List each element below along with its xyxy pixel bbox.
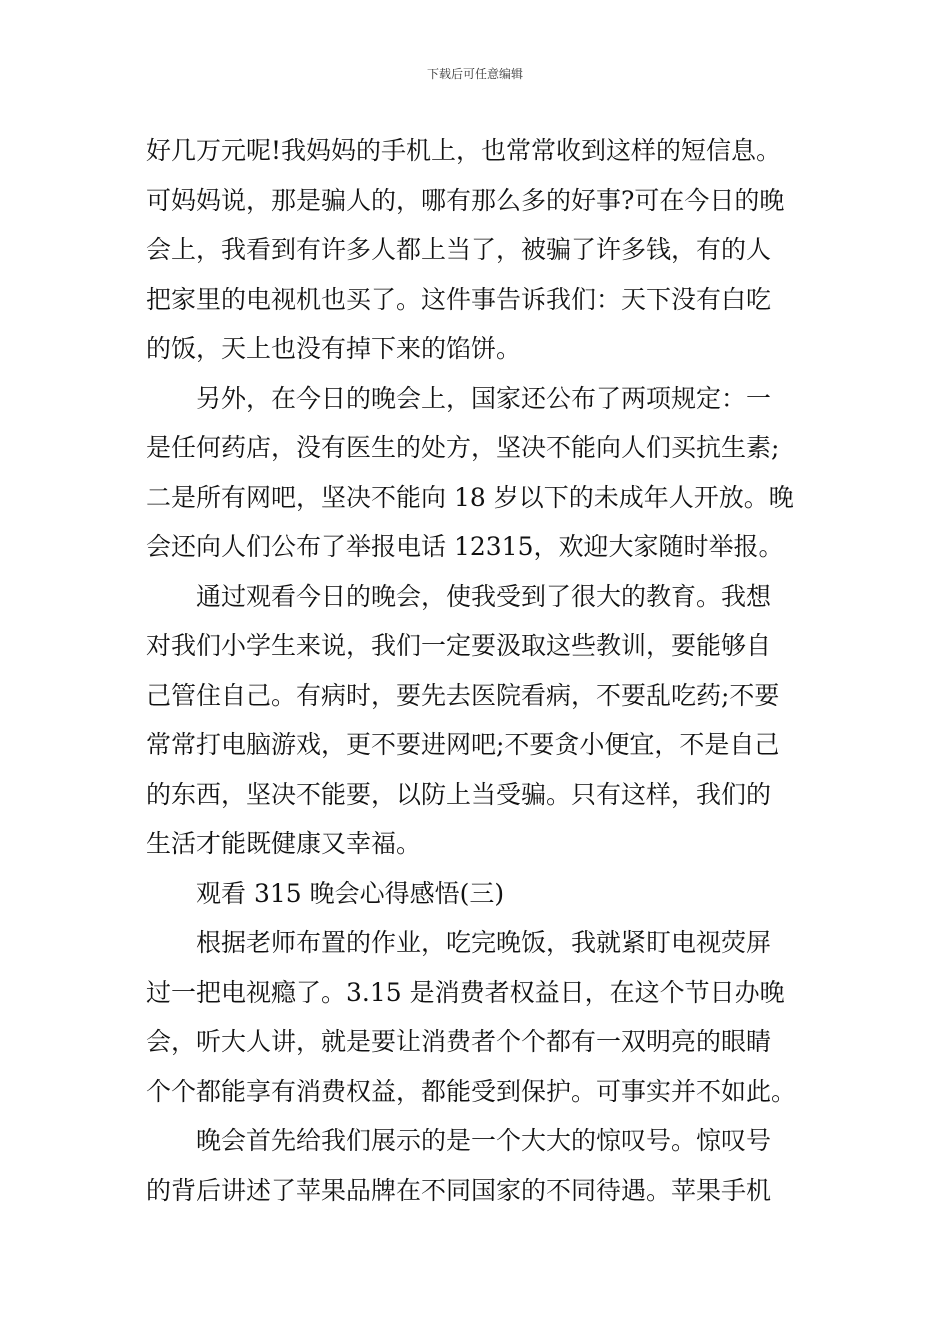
- text-line: 的背后讲述了苹果品牌在不同国家的不同待遇。苹果手机: [146, 1175, 772, 1205]
- page-header: 下载后可任意编辑: [426, 67, 523, 81]
- text-line: 好几万元呢!我妈妈的手机上，也常常收到这样的短信息。: [146, 136, 782, 165]
- text-line: 过一把电视瘾了。3.15 是消费者权益日，在这个节日办晚: [146, 977, 785, 1007]
- text-line: 己管住自己。有病时，要先去医院看病，不要乱吃药;不要: [146, 680, 780, 710]
- text-line: 生活才能既健康又幸福。: [146, 829, 422, 858]
- paragraph-start-line: 晚会首先给我们展示的是一个大大的惊叹号。惊叹号: [196, 1126, 772, 1155]
- document-body: [146, 126, 818, 1215]
- section-heading: 观看 315 晚会心得感悟(三): [196, 878, 505, 908]
- text-line: 可妈妈说，那是骗人的，哪有那么多的好事?可在今日的晚: [146, 185, 785, 215]
- text-line: 二是所有网吧，坚决不能向 18 岁以下的未成年人开放。晚: [146, 482, 794, 512]
- text-line: 个个都能享有消费权益，都能受到保护。可事实并不如此。: [146, 1076, 797, 1106]
- text-line: 会，听大人讲，就是要让消费者个个都有一双明亮的眼睛: [146, 1027, 772, 1056]
- text-line: 的东西，坚决不能要，以防上当受骗。只有这样，我们的: [146, 779, 772, 809]
- text-line: 常常打电脑游戏，更不要进网吧;不要贪小便宜，不是自己: [146, 730, 780, 759]
- paragraph-start-line: 根据老师布置的作业，吃完晚饭，我就紧盯电视荧屏: [196, 928, 772, 957]
- paragraph-start-line: 通过观看今日的晚会，使我受到了很大的教育。我想: [196, 581, 772, 611]
- text-line: 会还向人们公布了举报电话 12315，欢迎大家随时举报。: [146, 532, 784, 561]
- text-line: 把家里的电视机也买了。这件事告诉我们：天下没有白吃: [146, 284, 772, 314]
- text-line: 会上，我看到有许多人都上当了，被骗了许多钱，有的人: [146, 235, 772, 264]
- text-line: 对我们小学生来说，我们一定要汲取这些教训，要能够自: [146, 631, 772, 660]
- text-line: 的饭，天上也没有掉下来的馅饼。: [146, 334, 522, 363]
- paragraph-start-line: 另外，在今日的晚会上，国家还公布了两项规定：一: [196, 383, 772, 413]
- text-line: 是任何药店，没有医生的处方，坚决不能向人们买抗生素;: [146, 433, 780, 462]
